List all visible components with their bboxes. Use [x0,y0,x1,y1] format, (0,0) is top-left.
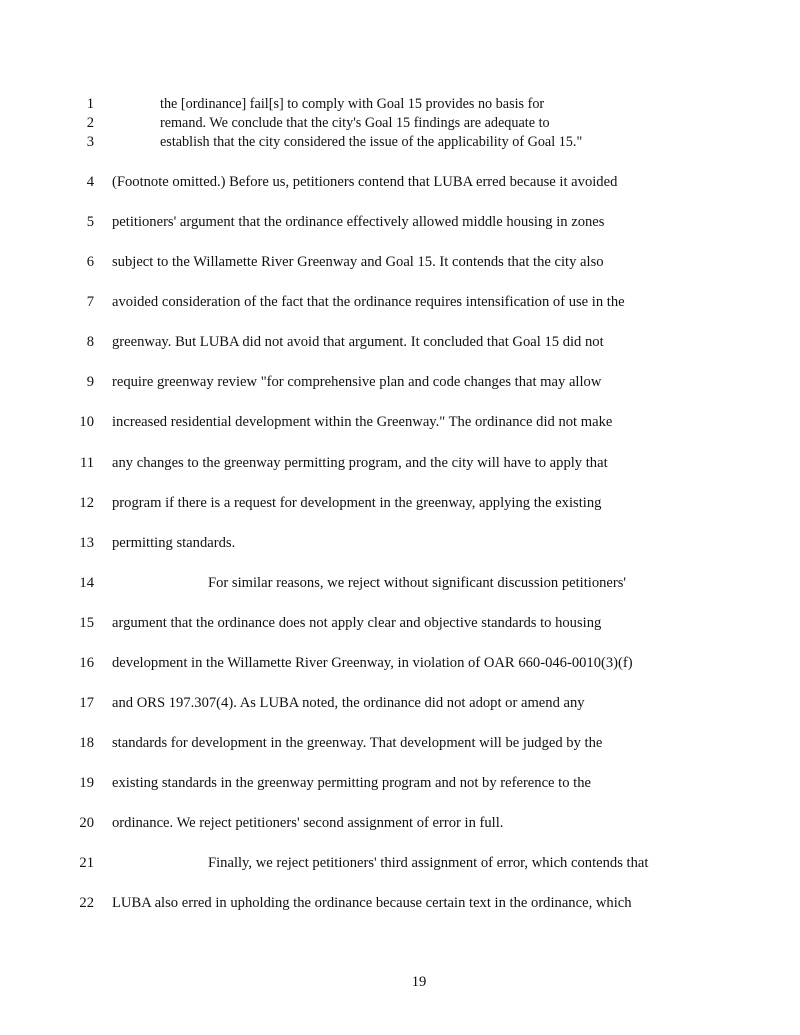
line-number: 11 [79,455,94,471]
line-text: establish that the city considered the issue of the applicability of Goal 15." [160,134,583,150]
line-text: development in the Willamette River Greenway, in violation of OAR 660-046-0010(3)(f) [112,655,633,671]
line-text: the [ordinance] fail[s] to comply with Goal 15 provides no basis for [160,96,545,112]
line-text: and ORS 197.307(4). As LUBA noted, the ordinance did not adopt or amend any [112,695,585,711]
line-text: greenway. But LUBA did not avoid that argument. It concluded that Goal 15 did not [112,334,604,350]
line-text: permitting standards. [112,535,236,551]
line-text: any changes to the greenway permitting program, and the city will have to apply that [112,455,608,471]
line-number: 19 [79,775,94,791]
line-number: 4 [86,174,94,190]
line-number: 20 [79,815,94,831]
line-text: remand. We conclude that the city's Goal 15 findings are adequate to [160,115,550,131]
line-text: Finally, we reject petitioners' third assignment of error, which contends that [208,855,649,871]
line-text: argument that the ordinance does not apply clear and objective standards to housing [112,615,602,631]
line-text: program if there is a request for development in the greenway, applying the existing [112,495,602,511]
line-text: (Footnote omitted.) Before us, petitioners contend that LUBA erred because it avoided [112,174,618,190]
line-number: 21 [79,855,94,871]
line-number: 7 [86,294,94,310]
line-number: 13 [79,535,94,551]
line-text: subject to the Willamette River Greenway and Goal 15. It contends that the city also [112,254,604,270]
line-number: 8 [86,334,94,350]
line-text: ordinance. We reject petitioners' second assignment of error in full. [112,815,504,831]
line-number: 10 [79,414,94,430]
line-number: 9 [86,374,94,390]
line-text: LUBA also erred in upholding the ordinance because certain text in the ordinance, which [112,895,632,911]
page-number: 19 [411,974,427,990]
line-number: 12 [79,495,94,511]
line-number: 1 [86,96,94,112]
line-number: 16 [79,655,94,671]
line-text: increased residential development within the Greenway." The ordinance did not make [112,414,613,430]
line-text: petitioners' argument that the ordinance effectively allowed middle housing in zones [112,214,605,230]
line-number: 5 [86,214,94,230]
line-number: 2 [86,115,94,131]
line-text: For similar reasons, we reject without significant discussion petitioners' [208,575,627,591]
line-number: 14 [79,575,94,591]
line-text: avoided consideration of the fact that the ordinance requires intensification of use in the [112,294,625,310]
line-text: existing standards in the greenway permitting program and not by reference to the [112,775,592,791]
line-number: 6 [86,254,94,270]
line-number: 15 [79,615,94,631]
line-number: 18 [79,735,94,751]
line-text: standards for development in the greenway. That development will be judged by the [112,735,603,751]
line-text: require greenway review "for comprehensive plan and code changes that may allow [112,374,602,390]
line-number: 17 [79,695,94,711]
line-number: 3 [86,134,94,150]
line-number: 22 [79,895,94,911]
